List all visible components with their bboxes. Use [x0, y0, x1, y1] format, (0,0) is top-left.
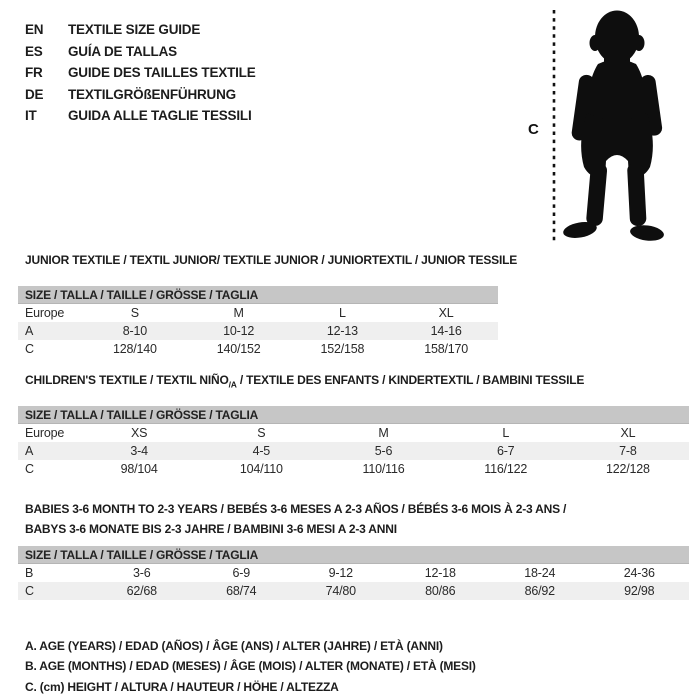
junior-size-table — [18, 286, 498, 358]
table-row — [18, 340, 498, 358]
row-value: 128/140 — [112, 341, 157, 356]
row-value: 9-12 — [328, 565, 353, 580]
table-row — [18, 424, 689, 442]
measurement-legend — [25, 636, 700, 698]
row-value: S — [130, 305, 139, 320]
legend-line-b: B. AGE (MONTHS) / EDAD (MESES) / ÂGE (MOIS) / ALTER (MONATE) / ETÀ (MESI) — [25, 659, 476, 674]
baby-silhouette-icon — [562, 11, 665, 243]
row-value: 12-18 — [424, 565, 456, 580]
row-value: 80/86 — [425, 583, 456, 598]
language-code: DE — [25, 86, 44, 102]
row-value: S — [257, 425, 266, 440]
children-size-table — [18, 406, 689, 478]
size-header-bar: SIZE / TALLA / TAILLE / GRÖSSE / TAGLIA — [18, 286, 498, 304]
row-value: 122/128 — [606, 461, 650, 476]
row-value: M — [233, 305, 244, 320]
babies-size-table — [18, 546, 689, 600]
row-value: 152/158 — [320, 341, 365, 356]
section-title-text: / TEXTILE DES ENFANTS / KINDERTEXTIL / BAMBINI TESSILE — [236, 372, 585, 387]
row-value: 3-6 — [133, 565, 151, 580]
row-value: 86/92 — [524, 583, 555, 598]
row-value: 12-13 — [326, 323, 358, 338]
language-title: TEXTILGRÖßENFÜHRUNG — [68, 86, 236, 102]
section-childrens-textile — [0, 373, 700, 478]
size-header-bar: SIZE / TALLA / TAILLE / GRÖSSE / TAGLIA — [18, 406, 689, 424]
row-label: C — [25, 461, 34, 476]
table-row — [18, 322, 498, 340]
section-title-subscript: /A — [228, 378, 237, 389]
row-value: 74/80 — [325, 583, 356, 598]
row-value: 104/110 — [239, 461, 283, 476]
row-value: 6-9 — [232, 565, 250, 580]
row-value: 5-6 — [374, 443, 393, 458]
legend-line-c: C. (cm) HEIGHT / ALTURA / HAUTEUR / HÖHE / ALTEZZA — [25, 679, 339, 694]
row-value: 62/68 — [126, 583, 157, 598]
row-value: XL — [620, 425, 636, 440]
section-title-line1: BABIES 3-6 MONTH TO 2-3 YEARS / BEBÉS 3-6 MESES A 2-3 AÑOS / BÉBÉS 3-6 MOIS À 2-3 ANS / — [25, 501, 567, 516]
table-row — [18, 460, 689, 478]
table-row — [18, 582, 689, 600]
row-value: 158/170 — [424, 341, 469, 356]
row-value: 18-24 — [524, 565, 556, 580]
row-value: M — [378, 425, 389, 440]
row-value: 110/116 — [362, 461, 405, 476]
row-value: L — [502, 425, 510, 440]
language-title: TEXTILE SIZE GUIDE — [68, 22, 201, 37]
size-header-bar: SIZE / TALLA / TAILLE / GRÖSSE / TAGLIA — [18, 546, 689, 564]
row-value: 10-12 — [223, 323, 255, 338]
row-value: 24-36 — [623, 565, 655, 580]
section-babies-textile — [0, 499, 700, 600]
language-code: EN — [25, 22, 44, 37]
section-junior-textile — [0, 253, 700, 358]
row-value: 3-4 — [130, 443, 148, 458]
row-label: Europe — [25, 305, 65, 320]
row-value: XL — [438, 305, 454, 320]
row-value: 7-8 — [619, 443, 637, 458]
row-value: 4-5 — [252, 443, 271, 458]
table-row — [18, 564, 689, 582]
row-value: 6-7 — [496, 443, 515, 458]
row-value: 92/98 — [624, 583, 655, 598]
language-title: GUÍA DE TALLAS — [68, 43, 177, 59]
row-value: 8-10 — [122, 323, 147, 338]
row-value: 140/152 — [216, 341, 261, 356]
table-row — [18, 442, 689, 460]
row-value: 68/74 — [226, 583, 257, 598]
table-row — [18, 304, 498, 322]
height-measure-figure — [520, 0, 700, 250]
row-label: A — [25, 443, 34, 458]
row-value: 116/122 — [484, 461, 528, 476]
row-value: 98/104 — [120, 461, 158, 476]
row-label: C — [25, 583, 34, 598]
row-value: XS — [130, 425, 148, 440]
language-title: GUIDE DES TAILLES TEXTILE — [68, 65, 256, 80]
language-code: IT — [25, 108, 37, 123]
language-code: FR — [25, 65, 43, 80]
section-title-text: CHILDREN'S TEXTILE / TEXTIL NIÑO — [25, 372, 229, 387]
row-value: 14-16 — [430, 323, 462, 338]
row-label: B — [25, 565, 34, 580]
language-code: ES — [25, 43, 43, 59]
height-label: C — [528, 121, 539, 138]
row-value: L — [338, 305, 346, 320]
section-title — [25, 499, 685, 539]
row-label: A — [25, 323, 34, 338]
section-title — [25, 373, 685, 392]
language-title: GUIDA ALLE TAGLIE TESSILI — [68, 108, 252, 123]
section-title-line2: BABYS 3-6 MONATE BIS 2-3 JAHRE / BAMBINI 3-6 MESI A 2-3 ANNI — [25, 521, 397, 536]
legend-line-a: A. AGE (YEARS) / EDAD (AÑOS) / ÂGE (ANS) / ALTER (JAHRE) / ETÀ (ANNI) — [25, 638, 443, 653]
row-label: C — [25, 341, 34, 356]
section-title: JUNIOR TEXTILE / TEXTIL JUNIOR/ TEXTILE JUNIOR / JUNIORTEXTIL / JUNIOR TESSILE — [25, 252, 518, 267]
row-label: Europe — [25, 425, 65, 440]
